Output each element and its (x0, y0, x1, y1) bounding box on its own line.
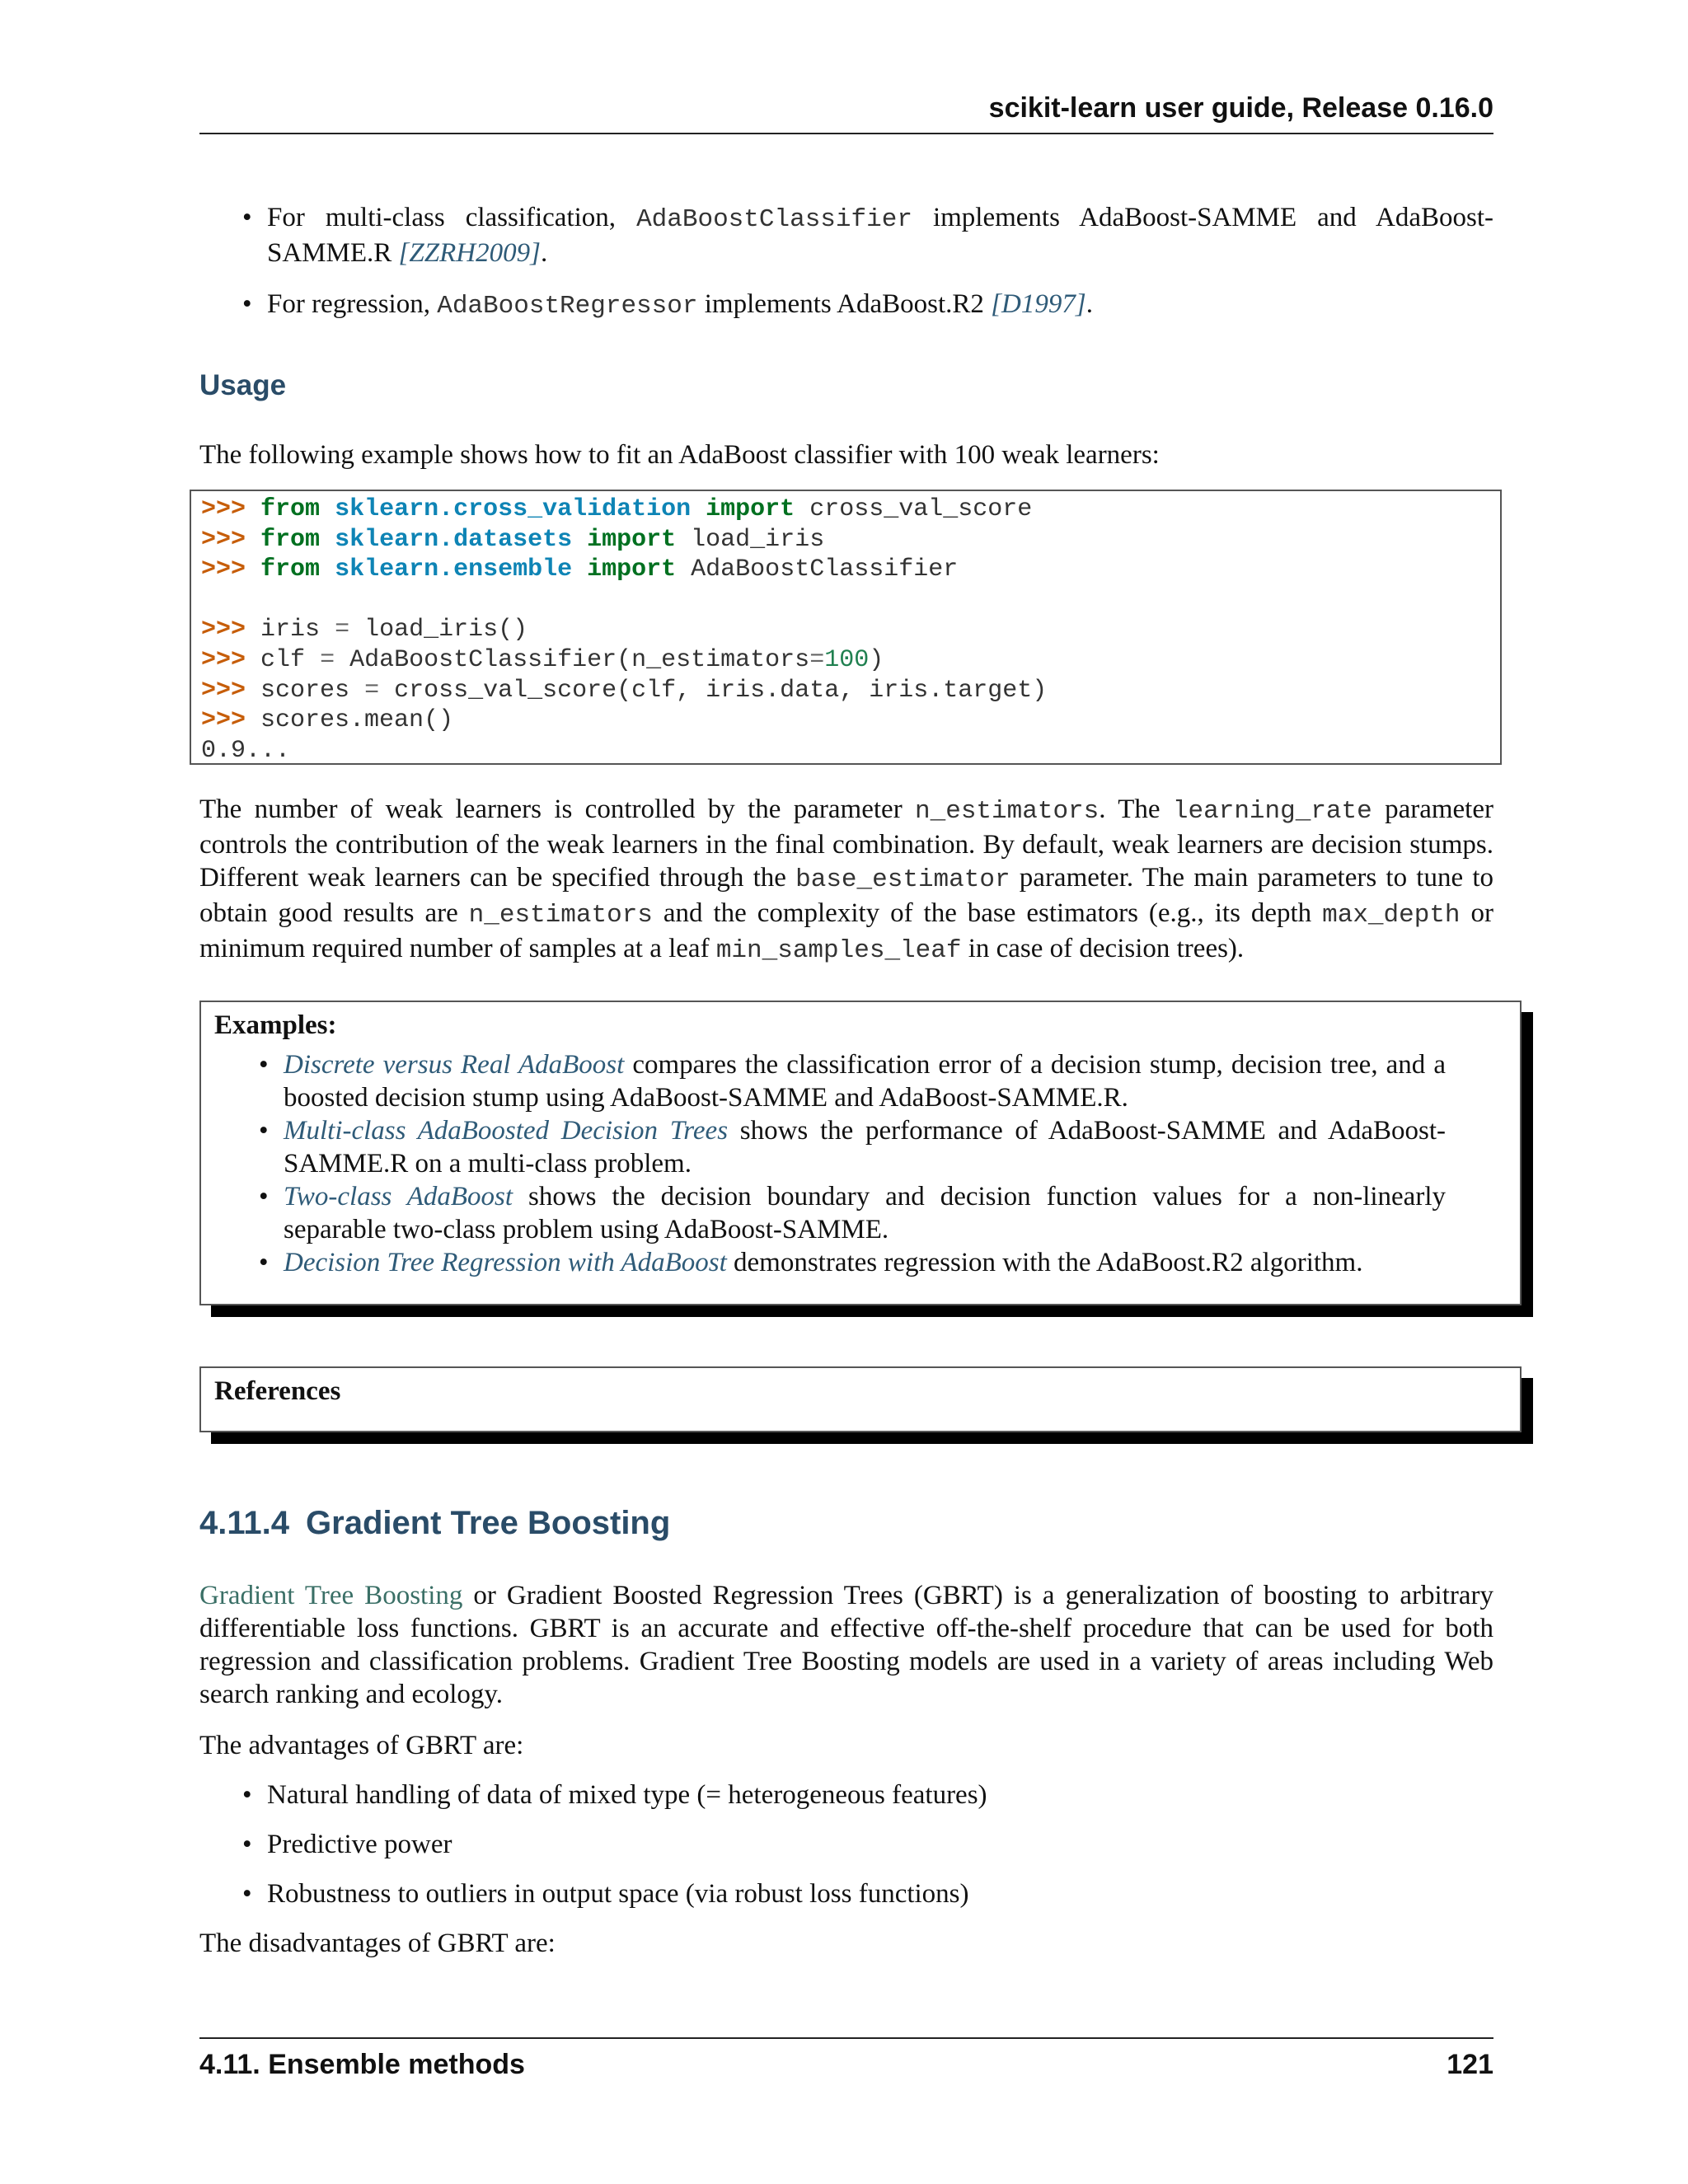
example-item: • Discrete versus Real AdaBoost compares the classification error of a decision stump, decision tree, and a boosted decision stump using AdaBoost-SAMME and AdaBoost-SAMME.R. (259, 1050, 1447, 1113)
example-item: • Decision Tree Regression with AdaBoost demonstrates regression with the AdaBoost.R2 algorithm. (259, 1248, 1363, 1277)
bullet-icon: • (259, 1116, 269, 1146)
example-link[interactable]: Discrete versus Real AdaBoost (284, 1050, 625, 1080)
references-box (199, 1366, 1522, 1432)
code-line: >>> from sklearn.datasets import load_iris (201, 525, 825, 554)
code-line: >>> scores.mean() (201, 706, 454, 735)
usage-heading: Usage (199, 369, 287, 401)
code-line: >>> iris = load_iris() (201, 616, 528, 644)
example-item: • Two-class AdaBoost shows the decision boundary and decision function values for a non-linearly separable two-class problem using AdaBoost-SAMME. (259, 1182, 1446, 1244)
intro-list (199, 201, 1493, 323)
citation-link[interactable]: [ZZRH2009] (398, 238, 541, 268)
section-heading: 4.11.4 Gradient Tree Boosting (199, 1505, 671, 1541)
code-link-adaboostregressor[interactable]: AdaBoostRegressor (437, 292, 698, 321)
usage-intro: The following example shows how to fit an AdaBoost classifier with 100 weak learners: (199, 440, 1160, 470)
running-footer (199, 2037, 1493, 2081)
code-link-adaboostclassifier[interactable]: AdaBoostClassifier (636, 205, 912, 234)
bullet-icon: • (242, 289, 252, 319)
list-item: • Natural handling of data of mixed type (= heterogeneous features) (242, 1780, 987, 1810)
bullet-icon: • (259, 1182, 269, 1212)
examples-list (201, 1048, 1520, 1279)
list-item: • Robustness to outliers in output space (via robust loss functions) (242, 1879, 969, 1909)
example-link[interactable]: Two-class AdaBoost (284, 1182, 513, 1212)
citation-link[interactable]: [D1997] (991, 289, 1086, 319)
example-item: • Multi-class AdaBoosted Decision Trees shows the performance of AdaBoost-SAMME and AdaBoost-SAMME.R on a multi-class problem. (259, 1116, 1447, 1179)
bullet-icon: • (242, 1879, 252, 1909)
code-line: >>> from sklearn.ensemble import AdaBoostClassifier (201, 555, 959, 584)
examples-box (199, 1001, 1522, 1305)
gradient-tree-boosting-link[interactable]: Gradient Tree Boosting (199, 1581, 463, 1610)
running-header: scikit-learn user guide, Release 0.16.0 (199, 92, 1493, 134)
code-block (190, 490, 1502, 765)
code-line: >>> clf = AdaBoostClassifier(n_estimators=100) (201, 645, 884, 674)
disadvantages-intro: The disadvantages of GBRT are: (199, 1929, 556, 1958)
advantages-intro: The advantages of GBRT are: (199, 1731, 524, 1760)
references-title: References (214, 1376, 341, 1406)
examples-title: Examples: (214, 1010, 337, 1040)
bullet-icon: • (259, 1050, 269, 1080)
code-line: >>> from sklearn.cross_validation import cross_val_score (201, 495, 1033, 523)
example-link[interactable]: Decision Tree Regression with AdaBoost (284, 1248, 727, 1277)
page-number: 121 (1447, 2049, 1493, 2080)
list-item: • For multi-class classification, AdaBoostClassifier implements AdaBoost-SAMME and AdaBoost-SAMME.R [ZZRH2009]. (242, 203, 1493, 268)
bullet-icon: • (242, 203, 252, 232)
advantages-list (199, 1779, 1493, 1910)
bullet-icon: • (242, 1830, 252, 1859)
footer-section: 4.11. Ensemble methods (199, 2049, 525, 2080)
gbrt-intro: Gradient Tree Boosting or Gradient Boosted Regression Trees (GBRT) is a generalization of boosting to arbitrary differentiable loss functions. GBRT is an accurate and effective off-the-shelf procedure that can be used for both regression and classification problems. Gradient Tree Boosting models are used in a variety of areas including Web search ranking and ecology. (199, 1581, 1493, 1709)
parameters-paragraph: The number of weak learners is controlled by the parameter n_estimators. The learning_rate parameter controls the contribution of the weak learners in the final combination. By default, weak learners are decision stumps. Different weak learners can be specified through the base_estimator parameter. The main parameters to tune to obtain good results are n_estimators and the complexity of the base estimators (e.g., its depth max_depth or minimum required number of samples at a leaf min_samples_leaf in case of decision trees). (199, 794, 1493, 965)
code-line-blank (201, 585, 1500, 616)
list-item: • Predictive power (242, 1830, 452, 1859)
list-item: • For regression, AdaBoostRegressor implements AdaBoost.R2 [D1997]. (242, 289, 1093, 321)
code-line: >>> scores = cross_val_score(clf, iris.data, iris.target) (201, 676, 1048, 705)
bullet-icon: • (259, 1248, 269, 1277)
bullet-icon: • (242, 1780, 252, 1810)
code-output: 0.9... (201, 736, 291, 765)
example-link[interactable]: Multi-class AdaBoosted Decision Trees (284, 1116, 729, 1146)
